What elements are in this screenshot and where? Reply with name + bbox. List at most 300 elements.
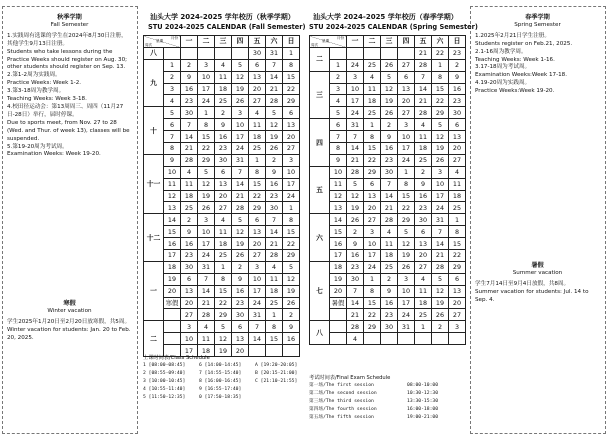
day-cell: 3 [249, 261, 266, 273]
day-cell: 13 [232, 333, 249, 345]
exam-session: 第三场/The third session [309, 399, 374, 404]
day-cell: 18 [364, 95, 381, 107]
month-label: 十二 [144, 214, 164, 262]
day-cell: 9 [215, 119, 232, 131]
day-cell [232, 47, 249, 59]
week-number: 7 [164, 131, 181, 143]
day-cell: 5 [381, 71, 398, 83]
day-cell: 23 [381, 309, 398, 321]
day-cell: 3 [198, 59, 215, 71]
day-cell: 11 [381, 238, 398, 250]
day-cell: 3 [232, 107, 249, 119]
day-cell: 22 [364, 309, 381, 321]
day-cell: 18 [415, 143, 432, 155]
day-cell: 13 [398, 83, 415, 95]
day-cell: 27 [449, 154, 466, 166]
day-cell: 22 [198, 143, 215, 155]
weekday-header: 一 [347, 36, 364, 48]
week-number: 暑假 [330, 297, 347, 309]
day-cell: 27 [249, 250, 266, 262]
day-cell [432, 333, 449, 345]
day-cell: 3 [449, 321, 466, 333]
day-cell: 16 [347, 250, 364, 262]
day-cell: 21 [381, 202, 398, 214]
fall-calendar-title-en: STU 2024-2025 CALENDAR (Fall Semester) [148, 23, 306, 31]
week-number: 16 [330, 238, 347, 250]
day-cell: 29 [364, 321, 381, 333]
day-cell: 19 [381, 95, 398, 107]
summer-title-cn: 暑假 [531, 262, 544, 269]
day-cell: 15 [215, 285, 232, 297]
week-number: 2 [330, 71, 347, 83]
class-period: 0 [17:50-18:35] [199, 395, 242, 400]
day-cell: 14 [347, 143, 364, 155]
day-cell: 30 [381, 166, 398, 178]
class-period: 4 [10:55-11:40] [143, 387, 186, 392]
day-cell: 7 [347, 131, 364, 143]
fall-note-line: 1.实践周有选课的学生在2024年8月30日注册，其他学生9月13日注册。 [7, 32, 127, 47]
winter-note-line: Winter vacation for students: Jan. 20 to Feb. 20, 2025. [7, 326, 131, 341]
day-cell: 17 [364, 250, 381, 262]
day-cell: 17 [249, 285, 266, 297]
day-cell: 12 [232, 226, 249, 238]
day-cell: 9 [381, 285, 398, 297]
week-number: 寒假 [164, 297, 181, 309]
day-cell: 27 [249, 95, 266, 107]
week-number [164, 309, 181, 321]
day-cell: 23 [215, 143, 232, 155]
class-period: 7 [14:55-15:40] [199, 371, 242, 376]
day-cell: 24 [347, 59, 364, 71]
day-cell: 20 [415, 250, 432, 262]
day-cell: 11 [181, 178, 198, 190]
week-number: 19 [330, 273, 347, 285]
day-cell: 27 [364, 214, 381, 226]
day-cell: 3 [198, 214, 215, 226]
day-cell: 14 [266, 226, 283, 238]
day-cell: 20 [449, 143, 466, 155]
day-cell: 29 [398, 214, 415, 226]
day-cell: 31 [398, 321, 415, 333]
day-cell: 26 [283, 297, 300, 309]
day-cell: 28 [198, 309, 215, 321]
week-number [330, 309, 347, 321]
week-number: 20 [330, 285, 347, 297]
class-schedule-row [143, 362, 303, 370]
day-cell: 10 [398, 131, 415, 143]
day-cell: 28 [347, 321, 364, 333]
fall-note-line: Practice Weeks: Week 1-2. [7, 80, 82, 87]
day-cell: 19 [432, 297, 449, 309]
week-number [164, 321, 181, 333]
spring-note-line: Practice Weeks:Week 19-20. [475, 88, 555, 95]
day-cell: 29 [364, 166, 381, 178]
day-cell: 30 [232, 309, 249, 321]
day-cell: 23 [415, 202, 432, 214]
day-cell: 27 [415, 261, 432, 273]
week-number: 20 [164, 285, 181, 297]
day-cell: 29 [283, 250, 300, 262]
day-cell: 20 [249, 83, 266, 95]
month-label: 八 [310, 321, 330, 345]
day-cell: 13 [364, 190, 381, 202]
day-cell: 28 [347, 166, 364, 178]
day-cell: 13 [449, 131, 466, 143]
day-cell: 2 [266, 154, 283, 166]
month-label: 五 [310, 166, 330, 214]
day-cell: 15 [283, 226, 300, 238]
day-cell: 12 [432, 285, 449, 297]
day-cell: 7 [266, 59, 283, 71]
day-cell: 16 [381, 143, 398, 155]
day-cell: 31 [347, 119, 364, 131]
day-cell: 14 [198, 285, 215, 297]
day-cell: 15 [198, 131, 215, 143]
day-cell: 3 [398, 119, 415, 131]
day-cell: 18 [266, 285, 283, 297]
week-number: 10 [330, 166, 347, 178]
day-cell: 7 [266, 214, 283, 226]
day-cell: 20 [232, 345, 249, 357]
corner-label-top: 月份 [170, 36, 178, 40]
day-cell: 11 [449, 178, 466, 190]
day-cell: 1 [283, 202, 300, 214]
day-cell: 21 [432, 250, 449, 262]
exam-time: 10:30-12:30 [407, 391, 439, 396]
day-cell: 27 [398, 59, 415, 71]
day-cell: 19 [398, 250, 415, 262]
day-cell: 12 [215, 333, 232, 345]
fall-note-line: Students who take lessons during the Practice Weeks should register on Aug. 30; other students should register on Sep. 13. [7, 48, 128, 71]
day-cell: 17 [398, 297, 415, 309]
day-cell: 26 [381, 59, 398, 71]
day-cell: 4 [381, 226, 398, 238]
day-cell [215, 47, 232, 59]
day-cell: 9 [266, 166, 283, 178]
day-cell: 5 [347, 178, 364, 190]
day-cell: 1 [249, 154, 266, 166]
day-cell: 12 [347, 190, 364, 202]
day-cell: 14 [266, 71, 283, 83]
day-cell: 25 [249, 143, 266, 155]
exam-time: 08:00-10:00 [407, 383, 439, 388]
day-cell: 29 [198, 154, 215, 166]
day-cell: 16 [381, 297, 398, 309]
day-cell: 13 [249, 71, 266, 83]
week-number: 13 [164, 202, 181, 214]
day-cell: 7 [381, 178, 398, 190]
day-cell: 19 [232, 83, 249, 95]
day-cell: 16 [449, 83, 466, 95]
fall-note-line: Examination Weeks: Week 19-20. [7, 151, 101, 158]
summer-note-line: Summer vacation for students: Jul. 14 to Sep. 4. [475, 288, 589, 303]
week-number: 17 [164, 250, 181, 262]
spring-note-line: Teaching Weeks: Week 1-16. [475, 56, 555, 63]
day-cell: 20 [283, 131, 300, 143]
day-cell: 1 [198, 107, 215, 119]
month-label: 八 [144, 47, 164, 59]
week-number: 18 [164, 261, 181, 273]
day-cell: 22 [432, 47, 449, 59]
day-cell: 25 [215, 95, 232, 107]
day-cell: 2 [283, 309, 300, 321]
day-cell: 13 [181, 285, 198, 297]
day-cell: 20 [249, 238, 266, 250]
spring-note-line: 4.19-20周为实践周。 [475, 80, 531, 87]
day-cell: 4 [347, 333, 364, 345]
day-cell: 21 [266, 238, 283, 250]
day-cell: 3 [347, 71, 364, 83]
day-cell: 7 [181, 119, 198, 131]
day-cell: 28 [415, 107, 432, 119]
exam-time: 19:00-21:00 [407, 415, 439, 420]
exam-schedule-row [309, 390, 469, 398]
winter-title-cn: 寒假 [63, 300, 76, 307]
class-period: 3 [10:00-10:45] [143, 379, 186, 384]
day-cell: 30 [266, 202, 283, 214]
day-cell: 13 [449, 285, 466, 297]
day-cell: 24 [364, 261, 381, 273]
day-cell: 18 [181, 190, 198, 202]
day-cell: 8 [266, 321, 283, 333]
day-cell: 16 [283, 333, 300, 345]
corner-label-low: 周次 [311, 42, 319, 47]
day-cell: 2 [381, 119, 398, 131]
weekday-header: 三 [381, 36, 398, 48]
day-cell: 11 [249, 119, 266, 131]
fall-note-line: 4.校田径运动会：第13周周三、周四（11月27日-28日）举行，届时停课。 [7, 103, 124, 118]
fall-calendar-table [143, 35, 300, 357]
day-cell: 12 [198, 178, 215, 190]
day-cell: 18 [249, 131, 266, 143]
day-cell: 10 [347, 83, 364, 95]
day-cell: 22 [432, 95, 449, 107]
day-cell: 23 [381, 154, 398, 166]
week-number: 5 [164, 107, 181, 119]
day-cell: 6 [249, 59, 266, 71]
exam-schedule-title: 考试时间表/Final Exam Schedule [309, 375, 391, 381]
day-cell: 7 [347, 285, 364, 297]
class-schedule-title: 上课时间表/Class Schedule [143, 355, 210, 361]
day-cell: 20 [449, 297, 466, 309]
day-cell: 12 [398, 238, 415, 250]
month-label: 一 [144, 261, 164, 320]
exam-schedule-row [309, 406, 469, 414]
month-label: 七 [310, 261, 330, 320]
weekday-header: 三 [215, 36, 232, 48]
day-cell: 25 [364, 59, 381, 71]
week-number: 10 [164, 166, 181, 178]
week-number: 9 [164, 154, 181, 166]
day-cell: 12 [232, 71, 249, 83]
week-number [164, 333, 181, 345]
week-number: 1 [330, 59, 347, 71]
day-cell: 17 [232, 131, 249, 143]
day-cell: 10 [283, 166, 300, 178]
day-cell: 4 [249, 107, 266, 119]
day-cell: 31 [198, 261, 215, 273]
day-cell: 12 [381, 83, 398, 95]
day-cell: 27 [181, 309, 198, 321]
day-cell: 8 [215, 273, 232, 285]
day-cell: 2 [347, 226, 364, 238]
day-cell: 17 [398, 143, 415, 155]
day-cell: 4 [198, 321, 215, 333]
day-cell: 3 [432, 166, 449, 178]
day-cell: 11 [215, 71, 232, 83]
day-cell: 1 [283, 47, 300, 59]
day-cell: 6 [449, 119, 466, 131]
week-number: 2 [164, 71, 181, 83]
day-cell [347, 47, 364, 59]
day-cell: 19 [198, 190, 215, 202]
corner-header [144, 36, 181, 48]
fall-note-line: Due to sports meet, from Nov. 27 to 28 (Wed. and Thur. of week 13), classes will be suspended. [7, 119, 130, 142]
day-cell: 15 [364, 143, 381, 155]
day-cell: 6 [449, 273, 466, 285]
class-schedule-row [143, 378, 303, 386]
week-number: 18 [330, 261, 347, 273]
day-cell: 16 [181, 238, 198, 250]
day-cell: 8 [364, 131, 381, 143]
day-cell: 30 [415, 214, 432, 226]
day-cell: 18 [198, 345, 215, 357]
week-number: 19 [164, 273, 181, 285]
day-cell: 21 [347, 309, 364, 321]
day-cell: 11 [215, 226, 232, 238]
day-cell: 14 [232, 178, 249, 190]
day-cell: 4 [415, 273, 432, 285]
day-cell: 14 [415, 83, 432, 95]
day-cell: 11 [198, 333, 215, 345]
day-cell: 21 [415, 47, 432, 59]
day-cell: 4 [415, 119, 432, 131]
month-label: 十 [144, 107, 164, 155]
day-cell: 6 [181, 273, 198, 285]
day-cell: 26 [266, 143, 283, 155]
day-cell: 5 [215, 321, 232, 333]
day-cell: 10 [181, 333, 198, 345]
day-cell: 25 [449, 202, 466, 214]
day-cell: 19 [283, 285, 300, 297]
day-cell: 2 [449, 59, 466, 71]
day-cell: 26 [381, 107, 398, 119]
exam-schedule-row [309, 414, 469, 422]
day-cell: 9 [381, 131, 398, 143]
week-number: 13 [330, 202, 347, 214]
day-cell: 25 [181, 202, 198, 214]
day-cell: 5 [432, 273, 449, 285]
day-cell: 16 [215, 131, 232, 143]
day-cell: 23 [266, 190, 283, 202]
day-cell: 26 [347, 214, 364, 226]
week-number: 9 [330, 154, 347, 166]
day-cell: 30 [381, 321, 398, 333]
month-label: 九 [144, 59, 164, 107]
day-cell: 11 [364, 83, 381, 95]
day-cell: 15 [449, 238, 466, 250]
day-cell: 18 [415, 297, 432, 309]
day-cell: 10 [232, 119, 249, 131]
weekday-header: 四 [232, 36, 249, 48]
week-number: 1 [164, 59, 181, 71]
week-number: 12 [330, 190, 347, 202]
day-cell: 2 [415, 166, 432, 178]
day-cell: 28 [381, 214, 398, 226]
week-number: 3 [164, 83, 181, 95]
day-cell: 28 [266, 250, 283, 262]
day-cell: 28 [415, 59, 432, 71]
day-cell: 15 [364, 297, 381, 309]
day-cell: 12 [266, 119, 283, 131]
week-number: 6 [164, 119, 181, 131]
day-cell: 29 [283, 95, 300, 107]
day-cell: 1 [215, 261, 232, 273]
day-cell: 1 [364, 119, 381, 131]
day-cell: 19 [347, 202, 364, 214]
day-cell: 10 [249, 273, 266, 285]
week-number: 16 [164, 238, 181, 250]
day-cell: 7 [415, 71, 432, 83]
class-period: 5 [11:50-12:35] [143, 395, 186, 400]
day-cell: 28 [266, 95, 283, 107]
day-cell: 5 [283, 261, 300, 273]
day-cell: 21 [347, 154, 364, 166]
day-cell: 18 [215, 238, 232, 250]
day-cell: 21 [198, 297, 215, 309]
day-cell: 22 [449, 250, 466, 262]
day-cell: 17 [283, 178, 300, 190]
day-cell: 30 [347, 273, 364, 285]
day-cell: 31 [232, 154, 249, 166]
day-cell: 23 [449, 47, 466, 59]
day-cell: 1 [432, 59, 449, 71]
day-cell: 6 [283, 107, 300, 119]
day-cell: 7 [198, 273, 215, 285]
day-cell: 3 [283, 154, 300, 166]
class-schedule-row [143, 386, 303, 394]
week-number: 15 [330, 226, 347, 238]
day-cell [364, 47, 381, 59]
day-cell: 17 [432, 190, 449, 202]
spring-calendar-title-cn: 汕头大学 2024-2025 学年校历（春季学期） [313, 13, 458, 21]
week-number: 11 [164, 178, 181, 190]
day-cell: 1 [266, 309, 283, 321]
class-period: A [19:20-20:05] [255, 363, 298, 368]
day-cell: 6 [415, 226, 432, 238]
week-number: 8 [164, 143, 181, 155]
fall-calendar-title-cn: 汕头大学 2024-2025 学年校历（秋季学期） [150, 13, 295, 21]
class-schedule-row [143, 370, 303, 378]
week-number: 8 [330, 143, 347, 155]
day-cell [449, 333, 466, 345]
day-cell: 24 [347, 107, 364, 119]
week-number [330, 333, 347, 345]
day-cell: 18 [381, 250, 398, 262]
spring-calendar-table [309, 35, 466, 345]
day-cell: 4 [449, 166, 466, 178]
weekday-header: 五 [249, 36, 266, 48]
day-cell: 24 [198, 250, 215, 262]
week-number: 4 [330, 95, 347, 107]
day-cell: 13 [283, 119, 300, 131]
day-cell: 5 [432, 119, 449, 131]
day-cell: 12 [283, 273, 300, 285]
day-cell: 15 [432, 83, 449, 95]
day-cell: 15 [266, 333, 283, 345]
corner-header [310, 36, 347, 48]
day-cell: 25 [415, 154, 432, 166]
